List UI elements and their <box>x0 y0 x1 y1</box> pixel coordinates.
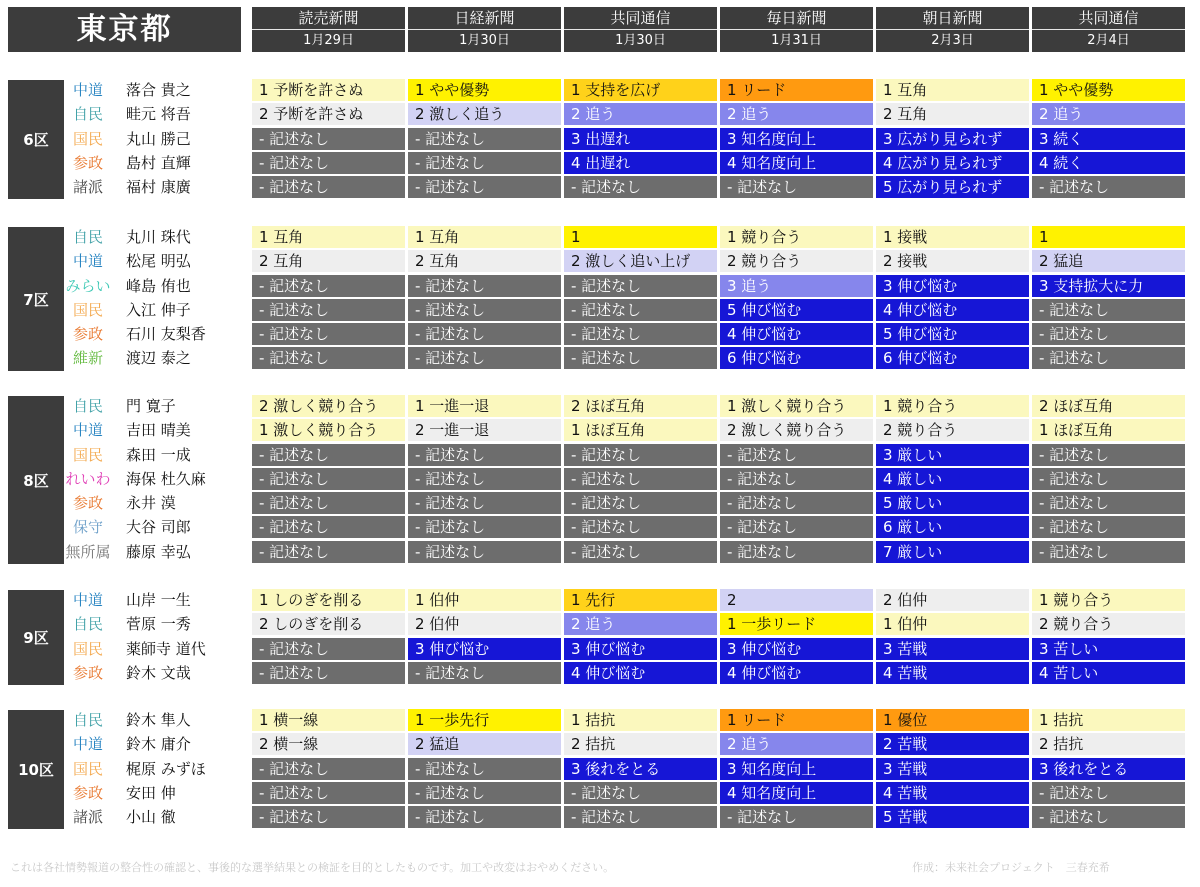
candidate-name: 菅原 一秀 <box>126 615 191 633</box>
rating-cell: 1 優位 <box>876 709 1029 731</box>
column-paper-name: 毎日新聞 <box>720 7 873 30</box>
rating-cell: - 記述なし <box>252 323 405 345</box>
district-label: 9区 <box>8 590 64 685</box>
rating-cell: 2 競り合う <box>720 250 873 272</box>
party-label: 維新 <box>72 349 103 367</box>
candidate-name: 薬師寺 道代 <box>126 640 206 658</box>
rating-cell: - 記述なし <box>252 299 405 321</box>
rating-cell: - 記述なし <box>252 152 405 174</box>
candidate-name: 石川 友梨香 <box>126 325 206 343</box>
rating-cell: - 記述なし <box>252 806 405 828</box>
candidate-name: 梶原 みずほ <box>126 760 206 778</box>
rating-cell: - 記述なし <box>252 444 405 466</box>
rating-cell: 1 競り合う <box>876 395 1029 417</box>
rating-cell: - 記述なし <box>720 541 873 563</box>
rating-cell: - 記述なし <box>720 806 873 828</box>
rating-cell: 2 激しく競り合う <box>252 395 405 417</box>
rating-cell: 1 やや優勢 <box>408 79 561 101</box>
column-header <box>564 7 717 52</box>
column-date: 2月4日 <box>1087 33 1130 48</box>
candidate-name: 門 寛子 <box>126 397 176 415</box>
rating-cell: - 記述なし <box>564 492 717 514</box>
district-label: 10区 <box>8 710 64 829</box>
footer-credit: 作成：未来社会プロジェクト 三春充希 <box>912 861 1110 874</box>
rating-cell: 1 伯仲 <box>408 589 561 611</box>
rating-cell: 2 競り合う <box>1032 613 1185 635</box>
rating-cell: 2 接戦 <box>876 250 1029 272</box>
rating-cell: - 記述なし <box>1032 806 1185 828</box>
party-label: 参政 <box>72 664 103 682</box>
party-label: 中道 <box>72 421 103 439</box>
column-paper-name: 朝日新聞 <box>876 7 1029 30</box>
candidate-name: 海保 杜久麻 <box>126 470 206 488</box>
rating-cell: 1 拮抗 <box>564 709 717 731</box>
candidate-name: 丸川 珠代 <box>126 228 191 246</box>
party-label: 無所属 <box>65 543 111 561</box>
rating-cell: - 記述なし <box>720 444 873 466</box>
rating-cell: 1 <box>564 226 717 248</box>
rating-cell: 1 激しく競り合う <box>720 395 873 417</box>
rating-cell: 2 追う <box>720 103 873 125</box>
column-header <box>252 7 405 52</box>
district-label: 7区 <box>8 227 64 371</box>
rating-cell: 4 苦しい <box>1032 662 1185 684</box>
rating-cell: - 記述なし <box>564 176 717 198</box>
rating-cell: - 記述なし <box>1032 516 1185 538</box>
party-label: 自民 <box>72 615 103 633</box>
rating-cell: 3 伸び悩む <box>408 638 561 660</box>
rating-cell: 3 後れをとる <box>564 758 717 780</box>
party-label: 自民 <box>72 228 103 246</box>
rating-cell: 1 <box>1032 226 1185 248</box>
party-label: 国民 <box>72 640 103 658</box>
rating-cell: - 記述なし <box>408 782 561 804</box>
rating-cell: 3 苦戦 <box>876 758 1029 780</box>
rating-cell: - 記述なし <box>408 468 561 490</box>
rating-cell: - 記述なし <box>564 444 717 466</box>
column-date: 1月30日 <box>615 33 666 48</box>
rating-cell: - 記述なし <box>720 468 873 490</box>
rating-cell: 2 しのぎを削る <box>252 613 405 635</box>
rating-cell: 1 拮抗 <box>1032 709 1185 731</box>
party-label: れいわ <box>65 470 111 488</box>
rating-cell: 1 ほぼ互角 <box>564 419 717 441</box>
rating-cell: - 記述なし <box>408 492 561 514</box>
rating-cell: 4 出遅れ <box>564 152 717 174</box>
rating-cell: - 記述なし <box>252 782 405 804</box>
rating-cell: - 記述なし <box>564 516 717 538</box>
rating-cell: 3 続く <box>1032 128 1185 150</box>
rating-cell: 4 伸び悩む <box>876 299 1029 321</box>
rating-cell: 3 出遅れ <box>564 128 717 150</box>
rating-cell: 2 追う <box>564 613 717 635</box>
rating-cell: 2 拮抗 <box>564 733 717 755</box>
rating-cell: - 記述なし <box>252 176 405 198</box>
party-label: 国民 <box>72 130 103 148</box>
rating-cell: 2 激しく追う <box>408 103 561 125</box>
rating-cell: 2 ほぼ互角 <box>1032 395 1185 417</box>
rating-cell: 3 知名度向上 <box>720 758 873 780</box>
rating-cell: - 記述なし <box>252 516 405 538</box>
column-date: 1月29日 <box>303 33 354 48</box>
party-label: 自民 <box>72 105 103 123</box>
rating-cell: - 記述なし <box>252 128 405 150</box>
candidate-name: 入江 伸子 <box>126 301 191 319</box>
rating-cell: 2 互角 <box>252 250 405 272</box>
rating-cell: - 記述なし <box>564 541 717 563</box>
rating-cell: - 記述なし <box>1032 323 1185 345</box>
rating-cell: 1 一歩リード <box>720 613 873 635</box>
rating-cell: 1 ほぼ互角 <box>1032 419 1185 441</box>
rating-cell: - 記述なし <box>1032 347 1185 369</box>
rating-cell: - 記述なし <box>408 299 561 321</box>
rating-cell: - 記述なし <box>564 299 717 321</box>
rating-cell: 2 激しく競り合う <box>720 419 873 441</box>
rating-cell: 4 広がり見られず <box>876 152 1029 174</box>
rating-cell: 4 厳しい <box>876 468 1029 490</box>
rating-cell: - 記述なし <box>1032 176 1185 198</box>
column-paper-name: 日経新聞 <box>408 7 561 30</box>
page-title: 東京都 <box>8 7 241 52</box>
rating-cell: 3 広がり見られず <box>876 128 1029 150</box>
rating-cell: - 記述なし <box>720 492 873 514</box>
rating-cell: 4 苦戦 <box>876 662 1029 684</box>
column-date: 1月31日 <box>771 33 822 48</box>
rating-cell: - 記述なし <box>408 128 561 150</box>
candidate-name: 大谷 司郎 <box>126 518 191 536</box>
rating-cell: 6 伸び悩む <box>876 347 1029 369</box>
rating-cell: 3 伸び悩む <box>876 275 1029 297</box>
rating-cell: - 記述なし <box>408 275 561 297</box>
candidate-name: 畦元 将吾 <box>126 105 191 123</box>
party-label: みらい <box>65 277 111 295</box>
party-label: 参政 <box>72 154 103 172</box>
rating-cell: - 記述なし <box>408 152 561 174</box>
candidate-name: 山岸 一生 <box>126 591 191 609</box>
column-header <box>876 7 1029 52</box>
column-paper-name: 読売新聞 <box>252 7 405 30</box>
rating-cell: - 記述なし <box>252 662 405 684</box>
rating-cell: - 記述なし <box>1032 299 1185 321</box>
rating-cell: 5 苦戦 <box>876 806 1029 828</box>
rating-cell: - 記述なし <box>408 516 561 538</box>
party-label: 諸派 <box>72 178 103 196</box>
party-label: 国民 <box>72 446 103 464</box>
rating-cell: - 記述なし <box>1032 492 1185 514</box>
candidate-name: 安田 伸 <box>126 784 176 802</box>
rating-cell: 3 苦戦 <box>876 638 1029 660</box>
rating-cell: - 記述なし <box>408 176 561 198</box>
rating-cell: - 記述なし <box>252 347 405 369</box>
rating-cell: - 記述なし <box>408 444 561 466</box>
candidate-name: 小山 徹 <box>126 808 176 826</box>
party-label: 自民 <box>72 397 103 415</box>
rating-cell: - 記述なし <box>252 468 405 490</box>
rating-cell: 1 競り合う <box>720 226 873 248</box>
footer-note: これは各社情勢報道の整合性の確認と、事後的な選挙結果との検証を目的としたものです。加工や改変はおやめください。 <box>10 861 615 874</box>
column-header <box>1032 7 1185 52</box>
column-header <box>408 7 561 52</box>
candidate-name: 永井 漠 <box>126 494 176 512</box>
district-label: 6区 <box>8 80 64 199</box>
rating-cell: - 記述なし <box>720 516 873 538</box>
rating-cell: 6 厳しい <box>876 516 1029 538</box>
rating-cell: 5 伸び悩む <box>720 299 873 321</box>
rating-cell: - 記述なし <box>252 541 405 563</box>
rating-cell: 4 知名度向上 <box>720 152 873 174</box>
rating-cell: 1 やや優勢 <box>1032 79 1185 101</box>
rating-cell: 2 伯仲 <box>408 613 561 635</box>
party-label: 諸派 <box>72 808 103 826</box>
candidate-name: 鈴木 文哉 <box>126 664 191 682</box>
rating-cell: 1 リード <box>720 79 873 101</box>
rating-cell: 2 激しく追い上げ <box>564 250 717 272</box>
rating-cell: 4 知名度向上 <box>720 782 873 804</box>
rating-cell: 7 厳しい <box>876 541 1029 563</box>
party-label: 保守 <box>72 518 103 536</box>
rating-cell: - 記述なし <box>564 323 717 345</box>
rating-cell: 3 伸び悩む <box>720 638 873 660</box>
rating-cell: - 記述なし <box>408 758 561 780</box>
rating-cell: 3 伸び悩む <box>564 638 717 660</box>
candidate-name: 峰島 侑也 <box>126 277 191 295</box>
rating-cell: - 記述なし <box>1032 468 1185 490</box>
party-label: 中道 <box>72 252 103 270</box>
rating-cell: 2 競り合う <box>876 419 1029 441</box>
rating-cell: 1 リード <box>720 709 873 731</box>
rating-cell: 2 横一線 <box>252 733 405 755</box>
candidate-name: 丸山 勝己 <box>126 130 191 148</box>
candidate-name: 島村 直輝 <box>126 154 191 172</box>
column-paper-name: 共同通信 <box>564 7 717 30</box>
rating-cell: 2 一進一退 <box>408 419 561 441</box>
rating-cell: 3 支持拡大に力 <box>1032 275 1185 297</box>
party-label: 中道 <box>72 591 103 609</box>
rating-cell: - 記述なし <box>1032 541 1185 563</box>
candidate-name: 鈴木 隼人 <box>126 711 191 729</box>
candidate-name: 吉田 晴美 <box>126 421 191 439</box>
party-label: 自民 <box>72 711 103 729</box>
rating-cell: 6 伸び悩む <box>720 347 873 369</box>
rating-cell: - 記述なし <box>252 492 405 514</box>
rating-cell: - 記述なし <box>252 638 405 660</box>
rating-cell: 1 激しく競り合う <box>252 419 405 441</box>
rating-cell: - 記述なし <box>564 347 717 369</box>
candidate-name: 落合 貴之 <box>126 81 191 99</box>
rating-cell: - 記述なし <box>564 468 717 490</box>
rating-cell: - 記述なし <box>252 275 405 297</box>
candidate-name: 鈴木 庸介 <box>126 735 191 753</box>
rating-cell: 1 互角 <box>876 79 1029 101</box>
party-label: 国民 <box>72 760 103 778</box>
rating-cell: 1 一進一退 <box>408 395 561 417</box>
rating-cell: - 記述なし <box>564 275 717 297</box>
rating-cell: 2 予断を許さぬ <box>252 103 405 125</box>
rating-cell: 4 苦戦 <box>876 782 1029 804</box>
rating-cell: - 記述なし <box>720 176 873 198</box>
column-date: 2月3日 <box>931 33 974 48</box>
column-header <box>720 7 873 52</box>
rating-cell: 1 互角 <box>408 226 561 248</box>
rating-cell: 1 互角 <box>252 226 405 248</box>
rating-cell: 2 ほぼ互角 <box>564 395 717 417</box>
rating-cell: 4 伸び悩む <box>720 662 873 684</box>
district-label: 8区 <box>8 396 64 564</box>
rating-cell: 2 猛追 <box>408 733 561 755</box>
rating-cell: 2 苦戦 <box>876 733 1029 755</box>
party-label: 中道 <box>72 81 103 99</box>
rating-cell: 1 予断を許さぬ <box>252 79 405 101</box>
party-label: 中道 <box>72 735 103 753</box>
rating-cell: 1 支持を広げ <box>564 79 717 101</box>
rating-cell: 2 追う <box>1032 103 1185 125</box>
rating-cell: 2 追う <box>564 103 717 125</box>
rating-cell: 2 互角 <box>876 103 1029 125</box>
rating-cell: - 記述なし <box>408 662 561 684</box>
rating-cell: - 記述なし <box>408 541 561 563</box>
rating-cell: 5 厳しい <box>876 492 1029 514</box>
rating-cell: 2 拮抗 <box>1032 733 1185 755</box>
rating-cell: 1 競り合う <box>1032 589 1185 611</box>
candidate-name: 渡辺 泰之 <box>126 349 191 367</box>
candidate-name: 福村 康廣 <box>126 178 191 196</box>
party-label: 国民 <box>72 301 103 319</box>
rating-cell: 3 苦しい <box>1032 638 1185 660</box>
rating-cell: 4 続く <box>1032 152 1185 174</box>
rating-cell: - 記述なし <box>564 806 717 828</box>
rating-cell: - 記述なし <box>564 782 717 804</box>
rating-cell: - 記述なし <box>408 806 561 828</box>
rating-cell: 3 追う <box>720 275 873 297</box>
party-label: 参政 <box>72 325 103 343</box>
candidate-name: 松尾 明弘 <box>126 252 191 270</box>
rating-cell: 1 しのぎを削る <box>252 589 405 611</box>
rating-cell: 5 伸び悩む <box>876 323 1029 345</box>
rating-cell: 5 広がり見られず <box>876 176 1029 198</box>
rating-cell: 1 横一線 <box>252 709 405 731</box>
rating-cell: - 記述なし <box>252 758 405 780</box>
rating-cell: 4 伸び悩む <box>720 323 873 345</box>
rating-cell: 3 知名度向上 <box>720 128 873 150</box>
candidate-name: 藤原 幸弘 <box>126 543 191 561</box>
candidate-name: 森田 一成 <box>126 446 191 464</box>
rating-cell: 2 猛追 <box>1032 250 1185 272</box>
rating-cell: 1 接戦 <box>876 226 1029 248</box>
rating-cell: - 記述なし <box>1032 444 1185 466</box>
rating-cell: 1 先行 <box>564 589 717 611</box>
rating-cell: 4 伸び悩む <box>564 662 717 684</box>
rating-cell: 2 伯仲 <box>876 589 1029 611</box>
party-label: 参政 <box>72 494 103 512</box>
rating-cell: 3 厳しい <box>876 444 1029 466</box>
rating-cell: 2 追う <box>720 733 873 755</box>
column-paper-name: 共同通信 <box>1032 7 1185 30</box>
party-label: 参政 <box>72 784 103 802</box>
rating-cell: 1 一歩先行 <box>408 709 561 731</box>
rating-cell: 3 後れをとる <box>1032 758 1185 780</box>
rating-cell: - 記述なし <box>1032 782 1185 804</box>
rating-cell: 2 <box>720 589 873 611</box>
rating-cell: 1 伯仲 <box>876 613 1029 635</box>
rating-cell: 2 互角 <box>408 250 561 272</box>
column-date: 1月30日 <box>459 33 510 48</box>
rating-cell: - 記述なし <box>408 323 561 345</box>
rating-cell: - 記述なし <box>408 347 561 369</box>
